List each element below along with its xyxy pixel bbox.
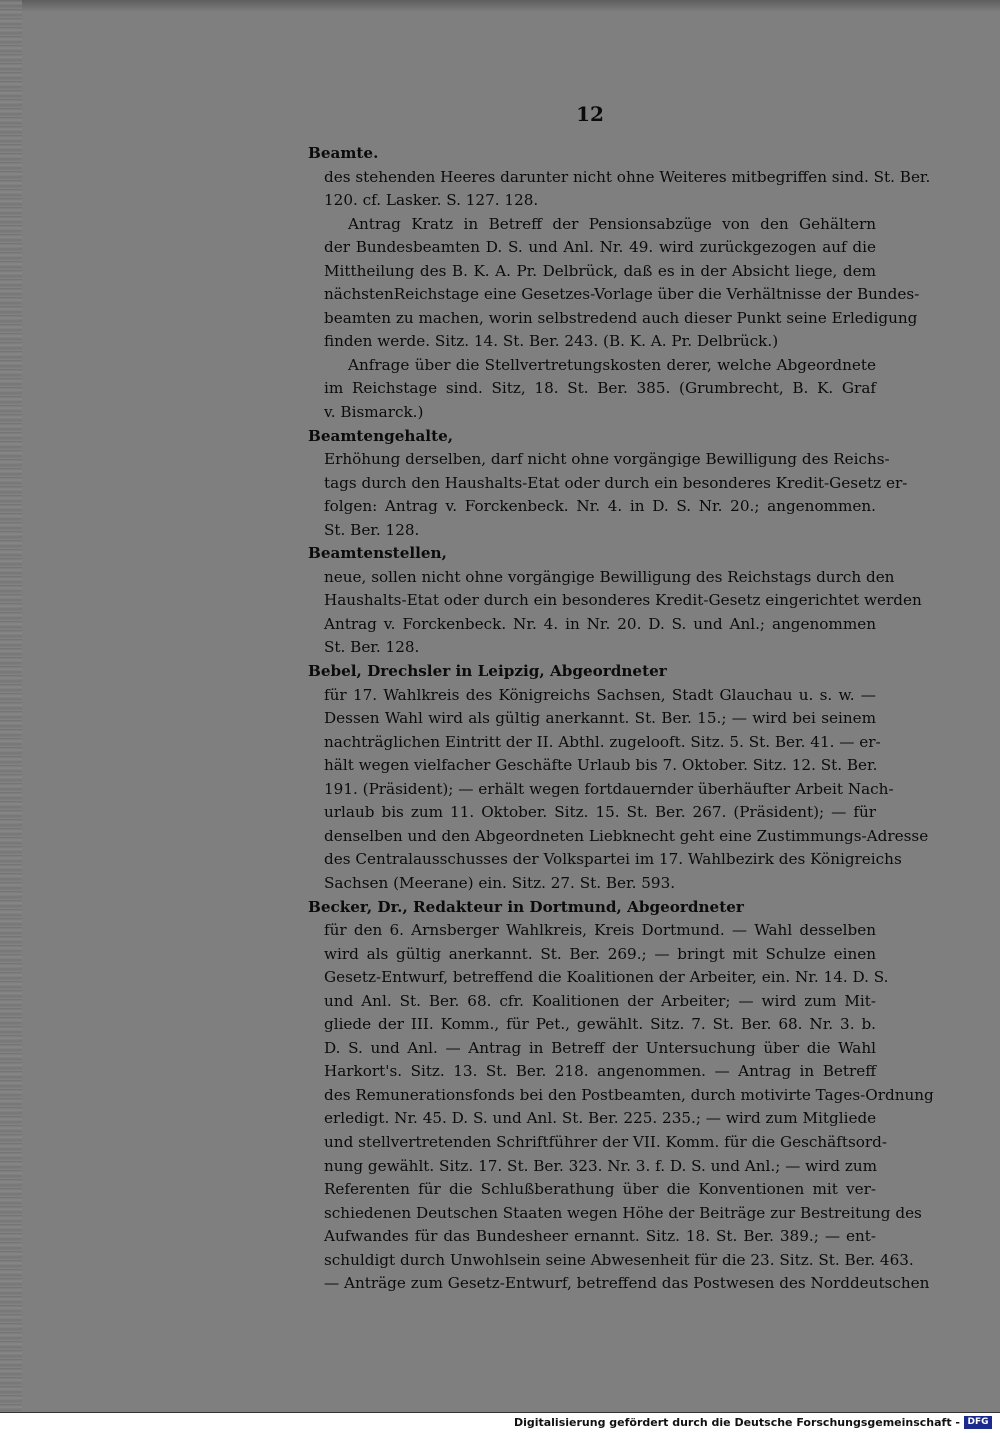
text-line: D. S. und Anl. — Antrag in Betreff der Untersuchung über die Wahl — [324, 1038, 876, 1057]
text-line: Antrag Kratz in Betreff der Pensionsabzüge von den Gehältern — [348, 214, 876, 233]
text-line: beamten zu machen, worin selbstredend auch dieser Punkt seine Erledigung — [324, 308, 918, 327]
text-line: der Bundesbeamten D. S. und Anl. Nr. 49. wird zurückgezogen auf die — [324, 238, 876, 257]
page-number: 12 — [576, 102, 604, 126]
text-line: des Remunerationsfonds bei den Postbeamten, durch motivirte Tages-Ordnung — [324, 1085, 934, 1104]
text-line: Gesetz-Entwurf, betreffend die Koalitionen der Arbeiter, ein. Nr. 14. D. S. — [324, 968, 889, 987]
entry-heading: Becker, Dr., Redakteur in Dortmund, Abgeordneter — [308, 897, 744, 916]
text-line: Harkort's. Sitz. 13. St. Ber. 218. angenommen. — Antrag in Betreff — [324, 1062, 876, 1081]
text-line: 120. cf. Lasker. S. 127. 128. — [324, 191, 539, 210]
text-line: nächstenReichstage eine Gesetzes-Vorlage über die Verhältnisse der Bundes- — [324, 285, 920, 304]
text-line: v. Bismarck.) — [324, 403, 424, 422]
page-binding-edge — [0, 0, 22, 1412]
index-entry — [308, 896, 934, 1296]
text-line: Erhöhung derselben, darf nicht ohne vorgängige Bewilligung des Reichs- — [324, 450, 890, 469]
text-line: Anfrage über die Stellvertretungskosten derer, welche Abgeordnete — [348, 355, 876, 374]
text-line: Haushalts-Etat oder durch ein besonderes Kredit-Gesetz eingerichtet werden — [324, 591, 922, 610]
text-line: nachträglichen Eintritt der II. Abthl. zugelooft. Sitz. 5. St. Ber. 41. — er- — [324, 732, 881, 751]
text-line: für 17. Wahlkreis des Königreichs Sachsen, Stadt Glauchau u. s. w. — — [324, 685, 876, 704]
text-line: Dessen Wahl wird als gültig anerkannt. St. Ber. 15.; — wird bei seinem — [324, 709, 876, 728]
text-line: urlaub bis zum 11. Oktober. Sitz. 15. St. Ber. 267. (Präsident); — für — [324, 803, 876, 822]
text-line: gliede der III. Komm., für Pet., gewählt. Sitz. 7. St. Ber. 68. Nr. 3. b. — [324, 1015, 876, 1034]
text-line: 191. (Präsident); — erhält wegen fortdauernder überhäufter Arbeit Nach- — [324, 779, 894, 798]
text-line: und stellvertretenden Schriftführer der VII. Komm. für die Geschäftsord- — [324, 1132, 888, 1151]
text-line: Sachsen (Meerane) ein. Sitz. 27. St. Ber. 593. — [324, 873, 676, 892]
entry-heading: Bebel, Drechsler in Leipzig, Abgeordneter — [308, 662, 667, 681]
text-line: Aufwandes für das Bundesheer ernannt. Sitz. 18. St. Ber. 389.; — ent- — [324, 1227, 876, 1246]
text-line: neue, sollen nicht ohne vorgängige Bewilligung des Reichstags durch den — [324, 567, 895, 586]
text-line: des Centralausschusses der Volkspartei im 17. Wahlbezirk des Königreichs — [324, 850, 902, 869]
text-line: und Anl. St. Ber. 68. cfr. Koalitionen der Arbeiter; — wird zum Mit- — [324, 991, 876, 1010]
text-line: wird als gültig anerkannt. St. Ber. 269.; — bringt mit Schulze einen — [324, 944, 876, 963]
footer-credit: Digitalisierung gefördert durch die Deutsche Forschungsgemeinschaft - — [513, 1416, 960, 1429]
entry-heading: Beamte. — [308, 144, 379, 162]
text-line: St. Ber. 128. — [324, 520, 420, 539]
document-body — [308, 142, 934, 1296]
index-entry — [308, 660, 929, 895]
text-line: nung gewählt. Sitz. 17. St. Ber. 323. Nr. 3. f. D. S. und Anl.; — wird zum — [324, 1156, 878, 1175]
text-line: Antrag v. Forckenbeck. Nr. 4. in Nr. 20. D. S. und Anl.; angenommen — [324, 614, 876, 633]
text-line: Referenten für die Schlußberathung über die Konventionen mit ver- — [324, 1180, 876, 1199]
text-line: für den 6. Arnsberger Wahlkreis, Kreis Dortmund. — Wahl desselben — [324, 921, 876, 940]
text-line: hält wegen vielfacher Geschäfte Urlaub bis 7. Oktober. Sitz. 12. St. Ber. — [324, 756, 878, 775]
text-line: folgen: Antrag v. Forckenbeck. Nr. 4. in D. S. Nr. 20.; angenommen. — [324, 497, 876, 516]
dfg-logo: DFG — [964, 1416, 992, 1429]
text-line: erledigt. Nr. 45. D. S. und Anl. St. Ber. 225. 235.; — wird zum Mitgliede — [324, 1109, 877, 1128]
index-entry — [308, 542, 922, 660]
page-top-edge — [0, 0, 1000, 12]
entry-heading: Beamtengehalte, — [308, 426, 454, 445]
text-line: St. Ber. 128. — [324, 638, 420, 657]
text-line: — Anträge zum Gesetz-Entwurf, betreffend das Postwesen des Norddeutschen — [324, 1274, 930, 1293]
index-entry — [308, 425, 908, 543]
text-line: im Reichstage sind. Sitz, 18. St. Ber. 385. (Grumbrecht, B. K. Graf — [324, 379, 876, 398]
text-line: Mittheilung des B. K. A. Pr. Delbrück, daß es in der Absicht liege, dem — [324, 261, 876, 280]
index-entry — [308, 142, 931, 425]
footer-bar — [0, 1412, 1000, 1433]
text-line: schuldigt durch Unwohlsein seine Abwesenheit für die 23. Sitz. St. Ber. 463. — [324, 1250, 914, 1269]
text-line: des stehenden Heeres darunter nicht ohne Weiteres mitbegriffen sind. St. Ber. — [324, 167, 931, 186]
text-line: finden werde. Sitz. 14. St. Ber. 243. (B. K. A. Pr. Delbrück.) — [324, 332, 779, 351]
entry-heading: Beamtenstellen, — [308, 544, 447, 563]
text-line: tags durch den Haushalts-Etat oder durch ein besonderes Kredit-Gesetz er- — [324, 473, 908, 492]
text-line: schiedenen Deutschen Staaten wegen Höhe der Beiträge zur Bestreitung des — [324, 1203, 922, 1222]
text-line: denselben und den Abgeordneten Liebknecht geht eine Zustimmungs-Adresse — [324, 826, 929, 845]
